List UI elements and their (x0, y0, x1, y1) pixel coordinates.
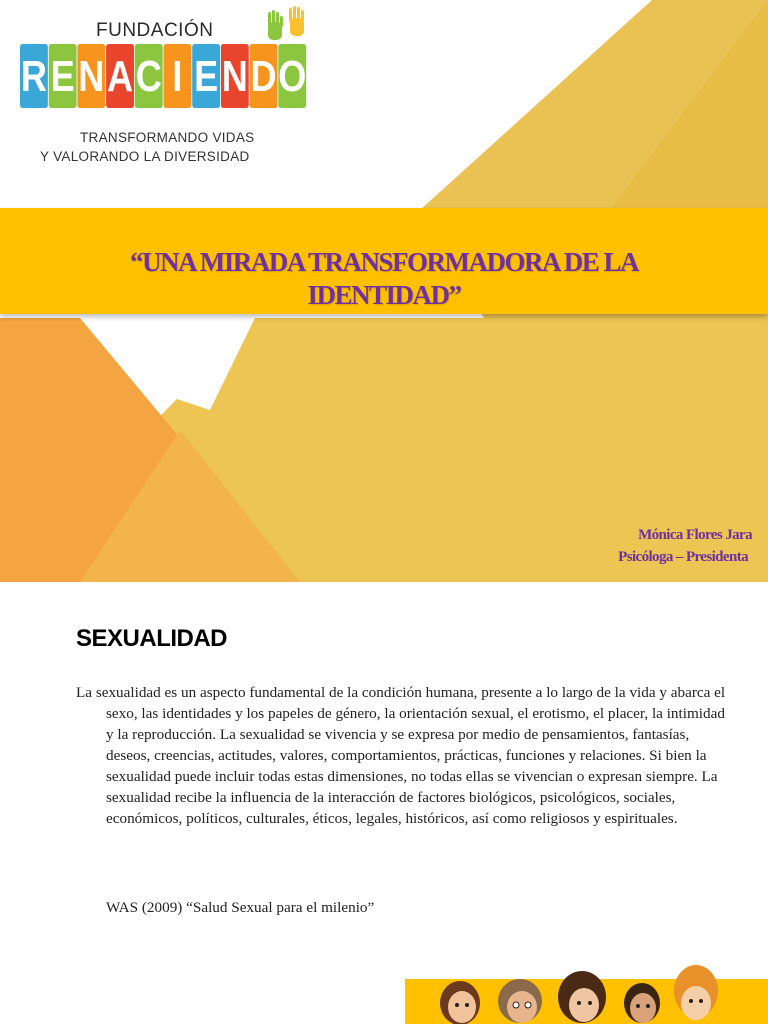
citation: WAS (2009) “Salud Sexual para el milenio” (106, 899, 375, 916)
presentation-title: “UNA MIRADA TRANSFORMADORA DE LA IDENTIDAD” (129, 247, 639, 310)
slide-heading: SEXUALIDAD (76, 625, 228, 652)
logo-letter: E (49, 44, 77, 108)
logo-tagline-2: Y VALORANDO LA DIVERSIDAD (40, 149, 250, 164)
author-block (618, 524, 752, 568)
logo-letter: C (135, 44, 163, 108)
logo-letter: R (20, 44, 48, 108)
fundacion-renaciendo-logo (20, 4, 320, 174)
definition-paragraph: La sexualidad es un aspecto fundamental de la condición humana, presente a lo largo de la vida y abarca el sexo, las identidades y los papeles de género, la orientación sexual, el erotismo, el placer, la intimidad y la reproducción. La sexualidad se vivencia y se expresa por medio de pensamientos, fantasías, deseos, creencias, actitudes, valores, comportamientos, prácticas, funciones y relaciones. Si bien la sexualidad puede incluir todas estas dimensiones, no todas ellas se vivencian o expresan siempre. La sexualidad recibe la influencia de la interacción de factores biológicos, psicológicos, sociales, económicos, políticos, culturales, éticos, legales, históricos, así como religiosos y espirituales. (76, 684, 726, 827)
logo-top-word: FUNDACIÓN (96, 20, 214, 41)
logo-letter: I (164, 44, 192, 108)
children-illustration-icon (430, 961, 760, 1024)
logo-letter: N (77, 44, 105, 108)
logo-letter: D (250, 44, 278, 108)
logo-letter: N (221, 44, 249, 108)
author-name: Mónica Flores Jara (638, 527, 752, 543)
logo-letter: E (192, 44, 220, 108)
hands-icon (258, 4, 318, 48)
sexuality-slide (0, 583, 768, 1024)
author-role: Psicóloga – Presidenta (618, 549, 748, 565)
logo-wordmark (20, 44, 307, 108)
logo-letter: A (106, 44, 134, 108)
logo-letter: O (278, 44, 306, 108)
logo-tagline-1: TRANSFORMANDO VIDAS (80, 130, 255, 145)
